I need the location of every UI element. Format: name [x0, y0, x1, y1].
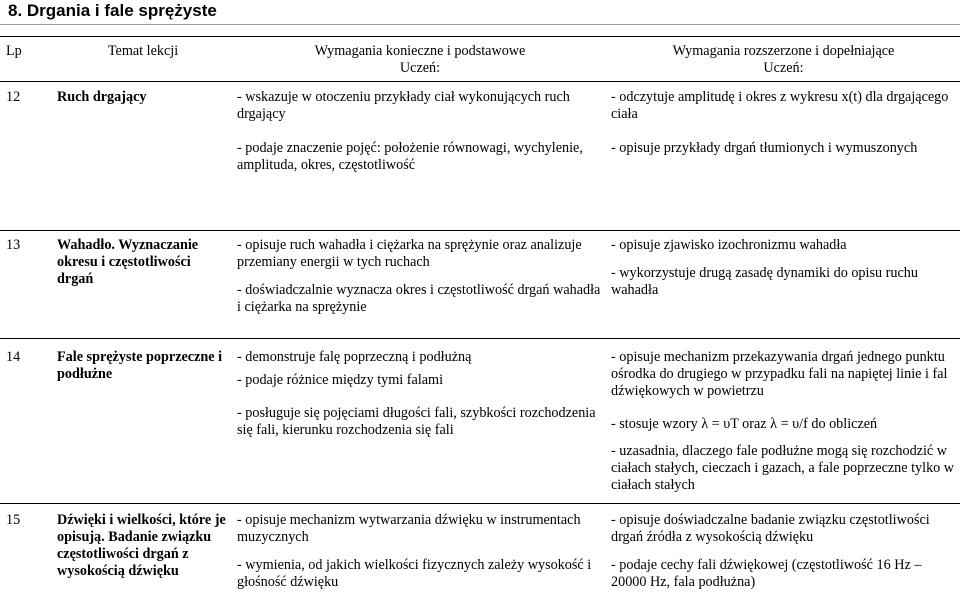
- basic-requirements: [233, 339, 607, 504]
- row-number: 12: [6, 89, 21, 105]
- extended-requirements: [607, 82, 960, 231]
- requirement-item: - podaje znaczenie pojęć: położenie równowagi, wychylenie, amplituda, okres, częstotliwość: [237, 140, 583, 173]
- header-basic: [233, 37, 607, 82]
- lesson-topic: [53, 339, 233, 504]
- header-extended-title: Wymagania rozszerzone i dopełniające: [672, 43, 895, 59]
- requirement-item: - opisuje ruch wahadła i ciężarka na sprężynie oraz analizuje przemiany energii w tych ruchach: [237, 237, 582, 270]
- requirement-item: - opisuje przykłady drgań tłumionych i wymuszonych: [611, 140, 918, 156]
- lesson-topic: [53, 504, 233, 604]
- table-header-row: [0, 37, 960, 82]
- header-basic-sub: Uczeń:: [399, 60, 441, 76]
- lesson-topic: [53, 82, 233, 231]
- requirement-item: - opisuje mechanizm przekazywania drgań jednego punktu ośrodka do drugiego w przypadku fali na napiętej linie i fal dźwiękowych w powietrzu: [611, 349, 948, 399]
- header-extended: [607, 37, 960, 82]
- title-divider: [0, 24, 960, 25]
- requirement-item: - uzasadnia, dlaczego fale podłużne mogą się rozchodzić w ciałach stałych, cieczach i gazach, a fale poprzeczne tylko w ciałach stałych: [611, 443, 955, 493]
- requirement-item: - doświadczalnie wyznacza okres i częstotliwość drgań wahadła i ciężarka na sprężynie: [237, 282, 601, 315]
- requirement-item: - wymienia, od jakich wielkości fizycznych zależy wysokość i głośność dźwięku: [237, 557, 592, 590]
- header-lp: Lp: [6, 43, 22, 59]
- requirement-item: - podaje różnice między tymi falami: [237, 372, 444, 388]
- curriculum-table: [0, 36, 960, 604]
- lesson-topic: [53, 231, 233, 339]
- row-number: 13: [0, 231, 53, 339]
- section-title: 8. Drgania i fale sprężyste: [8, 1, 217, 20]
- requirement-item: - wykorzystuje drugą zasadę dynamiki do opisu ruchu wahadła: [611, 265, 918, 298]
- table-row: [0, 339, 960, 504]
- extended-requirements: [607, 504, 960, 604]
- requirement-item: - opisuje doświadczalne badanie związku częstotliwości drgań źródła z wysokością dźwięku: [611, 512, 930, 545]
- lesson-topic-bold: Wahadło. Wyznaczanie okresu i częstotliwości drgań: [57, 237, 199, 287]
- row-number: 14: [0, 339, 53, 504]
- requirement-item: - odczytuje amplitudę i okres z wykresu x(t) dla drgającego ciała: [611, 89, 949, 122]
- requirement-item: - stosuje wzory λ = υT oraz λ = υ/f do obliczeń: [611, 416, 878, 432]
- requirement-item: - opisuje mechanizm wytwarzania dźwięku w instrumentach muzycznych: [237, 512, 581, 545]
- requirement-item: - podaje cechy fali dźwiękowej (częstotliwość 16 Hz – 20000 Hz, fala podłużna): [611, 557, 922, 590]
- basic-requirements: [233, 82, 607, 231]
- requirement-item: - wskazuje w otoczeniu przykłady ciał wykonujących ruch drgający: [237, 89, 570, 122]
- requirement-item: - opisuje zjawisko izochronizmu wahadła: [611, 237, 847, 253]
- lesson-topic-bold: Ruch drgający: [57, 89, 147, 105]
- requirement-item: - demonstruje falę poprzeczną i podłużną: [237, 349, 472, 365]
- header-topic: Temat lekcji: [107, 43, 179, 59]
- extended-requirements: [607, 339, 960, 504]
- basic-requirements: [233, 231, 607, 339]
- basic-requirements: [233, 504, 607, 604]
- row-number: 15: [0, 504, 53, 604]
- extended-requirements: [607, 231, 960, 339]
- requirement-item: - posługuje się pojęciami długości fali, szybkości rozchodzenia się fali, kierunku rozchodzenia się fali: [237, 405, 596, 438]
- lesson-topic-cont: Badanie związku częstotliwości drgań z wysokością dźwięku: [57, 529, 212, 579]
- lesson-topic-bold: Dźwięki i wielkości, które je opisują.: [57, 512, 226, 545]
- header-basic-title: Wymagania konieczne i podstawowe: [314, 43, 526, 59]
- header-extended-sub: Uczeń:: [763, 60, 804, 76]
- table-row: [0, 231, 960, 339]
- table-row: [0, 82, 960, 231]
- lesson-topic-bold: Fale sprężyste poprzeczne i podłużne: [57, 349, 223, 382]
- table-row: [0, 504, 960, 604]
